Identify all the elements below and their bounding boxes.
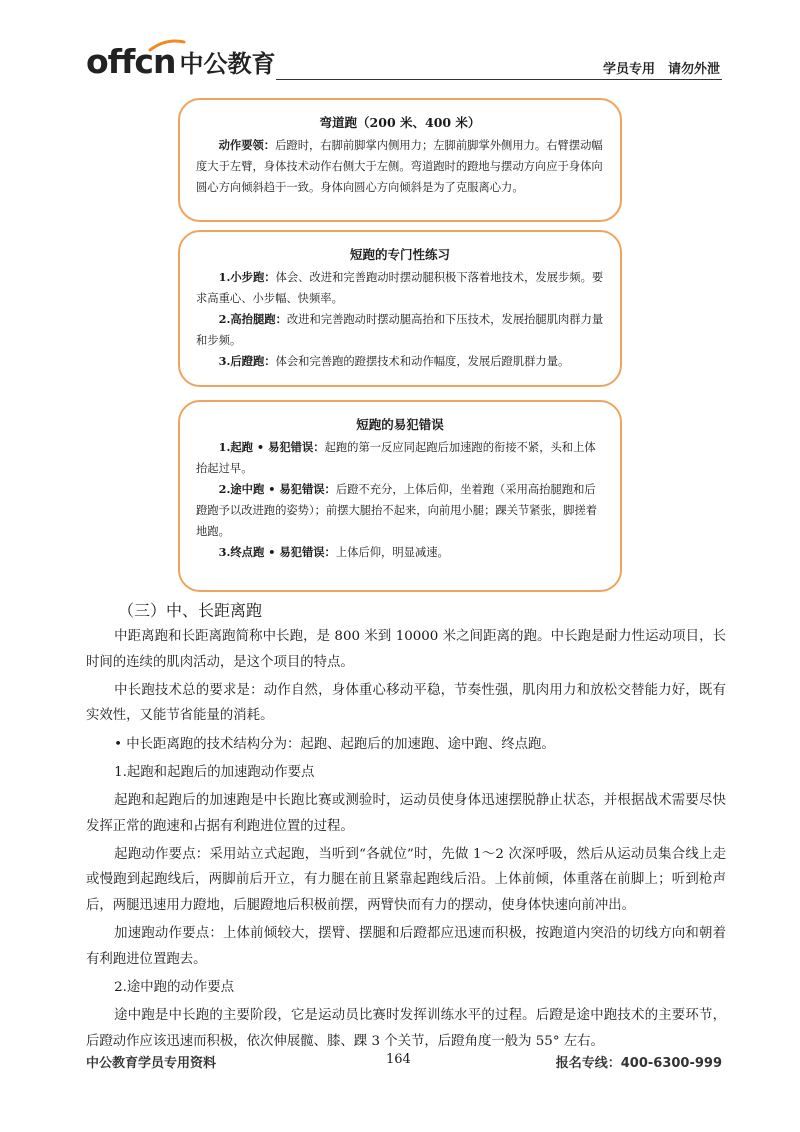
- item-text: 体会、改进和完善跑动时摆动腿积极下落着地技术，发展步频。要求高重心、小步幅、快频率。: [196, 271, 604, 305]
- logo-wordmark: offcn: [86, 42, 176, 81]
- body-paragraph: 起跑和起跑后的加速跑是中长跑比赛或测验时，运动员使身体迅速摆脱静止状态，并根据战术需要尽快发挥正常的跑速和占据有利跑进位置的过程。: [86, 792, 726, 834]
- body-paragraph: 起跑动作要点：采用站立式起跑，当听到“各就位”时，先做 1～2 次深呼吸，然后从运动员集合线上走或慢跑到起跑线后，两脚前后开立，有力腿在前且紧靠起跑线后沿。上体前倾，体重落在前脚上；听到枪声后，两腿迅速用力蹬地，后腿蹬地后积极前摆，两臂快而有力的摆动，使身体快速向前冲出。: [86, 846, 726, 913]
- body-paragraph: 加速跑动作要点：上体前倾较大，摆臂、摆腿和后蹬都应迅速而积极，按跑道内突沿的切线方向和朝着有利跑进位置跑去。: [86, 926, 726, 967]
- item-text: 后蹬不充分，上体后仰，坐着跑（采用高抬腿跑和后蹬跑予以改进跑的姿势）；前摆大腿抬不起来，向前甩小腿；踝关节紧张，脚搓着地跑。: [196, 483, 598, 538]
- curve-running-box: [178, 98, 622, 222]
- item-text: 改进和完善跑动时摆动腿高抬和下压技术，发展抬腿肌肉群力量和步频。: [196, 313, 604, 347]
- item-label: 动作要领：: [218, 138, 276, 152]
- item-label: 1.起跑 • 易犯错误：: [218, 440, 325, 454]
- item-text: 体会和完善跑的蹬摆技术和动作幅度，发展后蹬肌群力量。: [275, 355, 570, 368]
- box-title: 弯道跑（200 米、400 米）: [319, 115, 481, 130]
- subheading: 1.起跑和起跑后的加速跑动作要点: [114, 764, 315, 780]
- item-text: 起跑的第一反应同起跑后加速跑的衔接不紧，头和上体抬起过早。: [196, 441, 596, 475]
- body-paragraph: 中长跑技术总的要求是：动作自然，身体重心移动平稳，节奏性强，肌肉用力和放松交替能力好，既有实效性，又能节省能量的消耗。: [86, 682, 726, 724]
- page-footer: [86, 1052, 722, 1076]
- box-paragraph: [196, 437, 604, 479]
- footer-hotline: 报名专线：400-6300-999: [555, 1056, 722, 1071]
- section-heading: （三）中、长距离跑: [118, 601, 263, 620]
- item-label: 2.途中跑 • 易犯错误：: [218, 482, 336, 496]
- box-paragraph: [196, 542, 604, 563]
- page-header: [86, 38, 722, 80]
- sprint-drills-box: [178, 230, 622, 387]
- box-paragraph: [196, 135, 604, 198]
- subheading: 2.途中跑的动作要点: [114, 979, 235, 995]
- item-label: 2.高抬腿跑：: [218, 312, 287, 326]
- body-paragraph: 中距离跑和长距离跑简称中长跑，是 800 米到 10000 米之间距离的跑。中长跑是耐力性运动项目，长时间的连续的肌肉活动，是这个项目的特点。: [86, 629, 726, 670]
- item-label: 3.终点跑 • 易犯错误：: [218, 545, 336, 559]
- header-note: 学员专用 请勿外泄: [602, 62, 720, 77]
- box-paragraph: [196, 309, 604, 351]
- box-paragraph: [196, 351, 604, 372]
- sprint-errors-box: [178, 400, 622, 592]
- item-label: 3.后蹬跑：: [218, 354, 276, 368]
- header-rule: [276, 79, 722, 80]
- footer-left-text: 中公教育学员专用资料: [86, 1056, 217, 1071]
- logo-chinese-name: 中公教育: [179, 50, 276, 78]
- box-paragraph: [196, 479, 604, 542]
- page-number: 164: [386, 1052, 411, 1067]
- body-paragraph: • 中长距离跑的技术结构分为：起跑、起跑后的加速跑、途中跑、终点跑。: [114, 736, 555, 752]
- body-paragraph: 途中跑是中长跑的主要阶段，它是运动员比赛时发挥训练水平的过程。后蹬是途中跑技术的主要环节，后蹬动作应该迅速而积极，依次伸展髋、膝、踝 3 个关节，后蹬角度一般为 55° 左右。: [86, 1008, 726, 1049]
- item-label: 1.小步跑：: [218, 270, 276, 284]
- logo-swoosh-icon: [148, 36, 186, 52]
- body-text: [86, 624, 726, 1057]
- box-paragraph: [196, 267, 604, 309]
- box-title: 短跑的专门性练习: [349, 247, 450, 262]
- item-text: 上体后仰，明显减速。: [335, 546, 449, 559]
- box-title: 短跑的易犯错误: [356, 417, 444, 432]
- item-text: 后蹬时，右脚前脚掌内侧用力；左脚前脚掌外侧用力。右臂摆动幅度大于左臂，身体技术动作右侧大于左侧。弯道跑时的蹬地与摆动方向应于身体向圆心方向倾斜趋于一致。身体向圆心方向倾斜是为了克服离心力。: [196, 139, 603, 194]
